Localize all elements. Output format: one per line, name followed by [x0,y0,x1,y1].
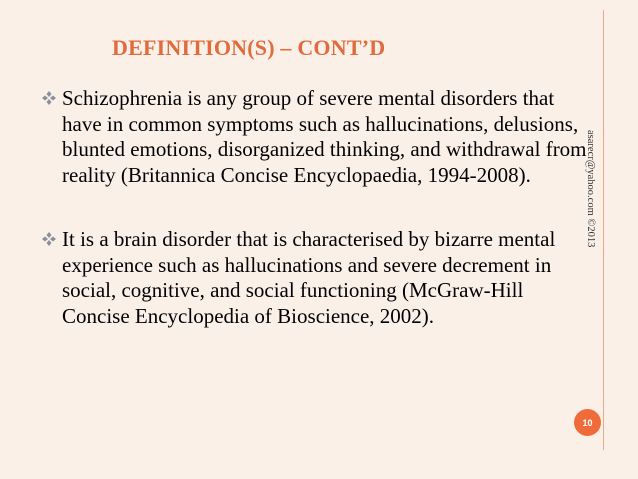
diamond-bullet-icon [42,91,56,105]
decorative-divider [603,10,604,450]
watermark [582,130,596,300]
bullet-text: It is a brain disorder that is characterised by bizarre mental experience such as hallucinations and severe decrement in social, cognitive, and social functioning (McGraw-Hill Concise Encyclopedia of Bioscience, 2002). [62,227,556,328]
slide-title: DEFINITION(S) – CONT’D [112,35,386,60]
watermark-text: asarecr@yahoo.com ©2013 [585,130,596,248]
bullet-list [40,86,600,368]
bullet-item [40,227,600,329]
diamond-bullet-icon [42,232,56,246]
page-number-badge [574,409,601,436]
page-number: 10 [582,417,593,428]
bullet-text: Schizophrenia is any group of severe mental disorders that have in common symptoms such as hallucinations, delusions, blunted emotions, disorganized thinking, and withdrawal from reality (Britannica Concise Encyclopaedia, 1994-2008). [62,86,587,187]
bullet-item [40,86,600,188]
